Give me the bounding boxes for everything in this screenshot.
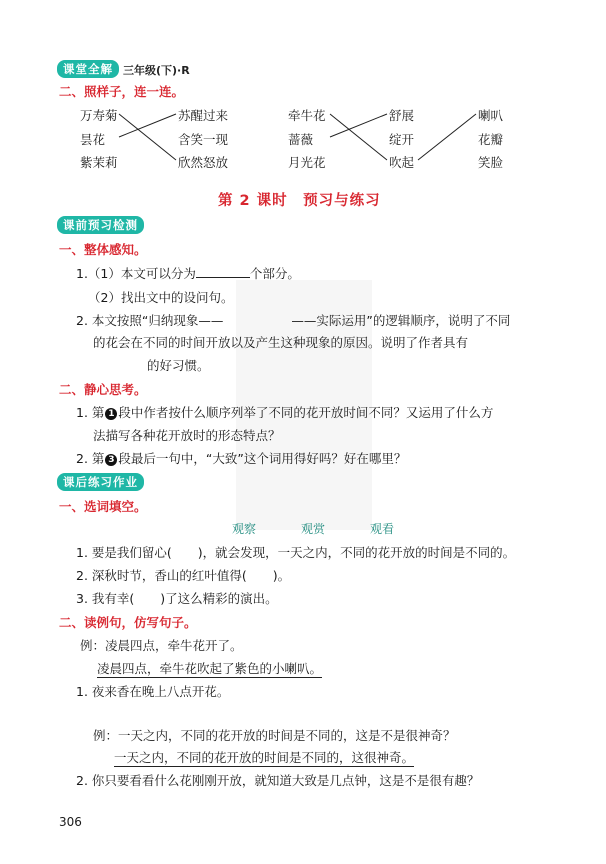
post-class-tag: 课后练习作业 [57, 473, 144, 491]
match-word: 笑脸 [478, 155, 504, 170]
match-word: 吹起 [389, 155, 415, 170]
match-word: 含笑一现 [178, 132, 229, 147]
section-heading: 二、读例句，仿写句子。 [59, 615, 197, 630]
fill-question-2: 2. 深秋时节，香山的红叶值得( )。 [76, 568, 291, 583]
fill-question-1: 1. 要是我们留心( )，就会发现，一天之内，不同的花开放的时间是不同的。 [76, 545, 516, 560]
example-2-answer: 一天之内，不同的花开放的时间是不同的，这很神奇。 [114, 750, 415, 765]
answer-area[interactable] [93, 703, 513, 719]
match-word: 花瓣 [478, 132, 504, 147]
pre-class-tag: 课前预习检测 [57, 216, 144, 234]
lesson-title: 第 2 课时 预习与练习 [218, 193, 381, 209]
match-word: 万寿菊 [80, 108, 118, 123]
match-word: 紫茉莉 [80, 155, 118, 170]
fill-question-3: 3. 我有幸( )了这么精彩的演出。 [76, 591, 278, 606]
question-3-line1: 1. 第 1 段中作者按什么顺序列举了不同的花开放时间不同？又运用了什么方 [76, 405, 494, 420]
rewrite-question-1: 1. 夜来香在晚上八点开花。 [76, 684, 230, 699]
question-1a: 1.（1）本文可以分为 个部分。 [76, 266, 300, 281]
match-line [119, 114, 176, 137]
question-2-line2: 的花会在不同的时间开放以及产生这种现象的原因。说明了作者具有 [93, 335, 469, 350]
rewrite-question-2: 2. 你只要看看什么花刚刚开放，就知道大致是几点钟，这是不是很有趣？ [76, 773, 480, 788]
match-word: 绽开 [389, 132, 415, 147]
match-word: 昙花 [80, 132, 106, 147]
section-heading: 一、选词填空。 [59, 499, 147, 514]
question-2-line1: 2. 本文按照“归纳现象—— ——实际运用”的逻辑顺序，说明了不同 [76, 313, 511, 328]
match-word: 舒展 [389, 108, 415, 123]
answer-blank[interactable] [196, 265, 250, 278]
match-line [330, 114, 387, 137]
question-4: 2. 第 3 段最后一句中，“大致”这个词用得好吗？好在哪里？ [76, 451, 407, 466]
match-word: 喇叭 [478, 108, 504, 123]
word-option: 观看 [370, 522, 395, 536]
section-heading: 二、静心思考。 [59, 382, 147, 397]
match-line [119, 114, 176, 160]
example-2: 例：一天之内，不同的花开放的时间是不同的，这是不是很神奇？ [93, 728, 456, 743]
page-number: 306 [59, 815, 82, 829]
match-word: 蔷薇 [288, 132, 314, 147]
question-2-line3: 的好习惯。 [147, 358, 210, 373]
question-1b: （2）找出文中的设问句。 [88, 290, 234, 305]
match-word: 欣然怒放 [178, 155, 229, 170]
match-line [418, 114, 476, 160]
word-option: 观察 [232, 522, 257, 536]
paragraph-number-badge: 1 [105, 408, 117, 420]
match-word: 月光花 [288, 155, 326, 170]
section-tag: 课堂全解 [57, 60, 119, 78]
example-1-answer: 凌晨四点，牵牛花吹起了紫色的小喇叭。 [97, 661, 323, 676]
grade-label: 三年级(下)·R [123, 64, 190, 77]
example-1: 例：凌晨四点，牵牛花开了。 [80, 638, 243, 653]
match-line [330, 114, 387, 160]
paragraph-number-badge: 3 [105, 454, 117, 466]
matching-heading: 二、照样子，连一连。 [59, 84, 185, 99]
matching-lines [0, 0, 606, 200]
question-3-line2: 法描写各种花开放时的形态特点？ [93, 428, 281, 443]
match-word: 苏醒过来 [178, 108, 229, 123]
word-option: 观赏 [301, 522, 326, 536]
section-heading: 一、整体感知。 [59, 242, 147, 257]
match-word: 牵牛花 [288, 108, 326, 123]
